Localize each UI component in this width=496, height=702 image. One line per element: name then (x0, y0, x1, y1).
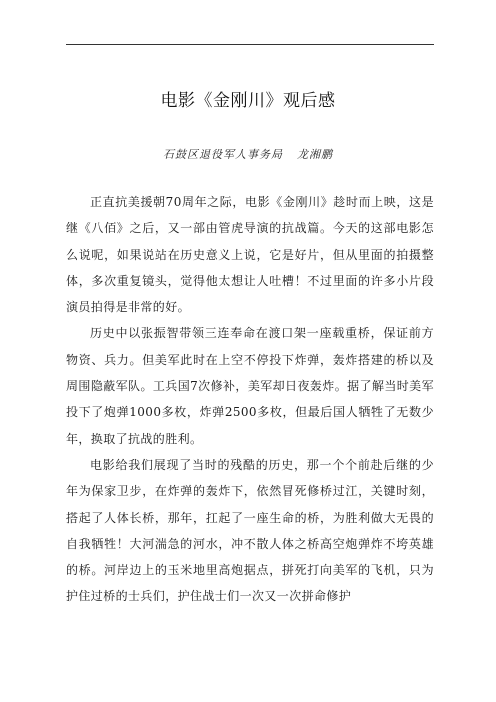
byline-author: 龙湘鹏 (297, 148, 333, 161)
byline-organization: 石鼓区退役军人事务局 (163, 148, 283, 161)
paragraph-1: 正直抗美援朝70周年之际，电影《金刚川》趁时而上映，这是继《八佰》之后，又一部由管虎导演的抗战篇。今天的这部电影怎么说呢，如果说站在历史意义上说，它是好片，但从里面的拍摄整体，多次重复镜头，觉得他太想让人吐槽！不过里面的许多小片段演员拍得是非常的好。 (66, 195, 434, 315)
document-title: 电影《金刚川》观后感 (160, 91, 336, 111)
paragraph-3: 电影给我们展现了当时的残酷的历史，那一个个前赴后继的少年为保家卫步，在炸弹的轰炸下，依然冒死修桥过江，关键时刻，搭起了人体长桥，那年，扛起了一座生命的桥，为胜利做大无畏的自我牺牲！大河湍急的河水，冲不散人体之桥高空炮弹炸不垮英雄的桥。河岸边上的玉米地里高炮据点，拼死打向美军的飞机，只为护住过桥的士兵们，护住战士们一次又一次拼命修护 (66, 457, 434, 604)
body-text (66, 189, 434, 610)
paragraph-2: 历史中以张振智带领三连奉命在渡口架一座载重桥，保证前方物资、兵力。但美军此时在上空不停投下炸弹，轰炸搭建的桥以及周围隐蔽军队。工兵国7次修补，美军却日夜轰炸。据了解当时美军投下了炮弹1000多枚，炸弹2500多枚，但最后国人牺牲了无数少年，换取了抗战的胜利。 (66, 326, 434, 446)
byline (0, 147, 496, 163)
header-rule (66, 44, 434, 45)
